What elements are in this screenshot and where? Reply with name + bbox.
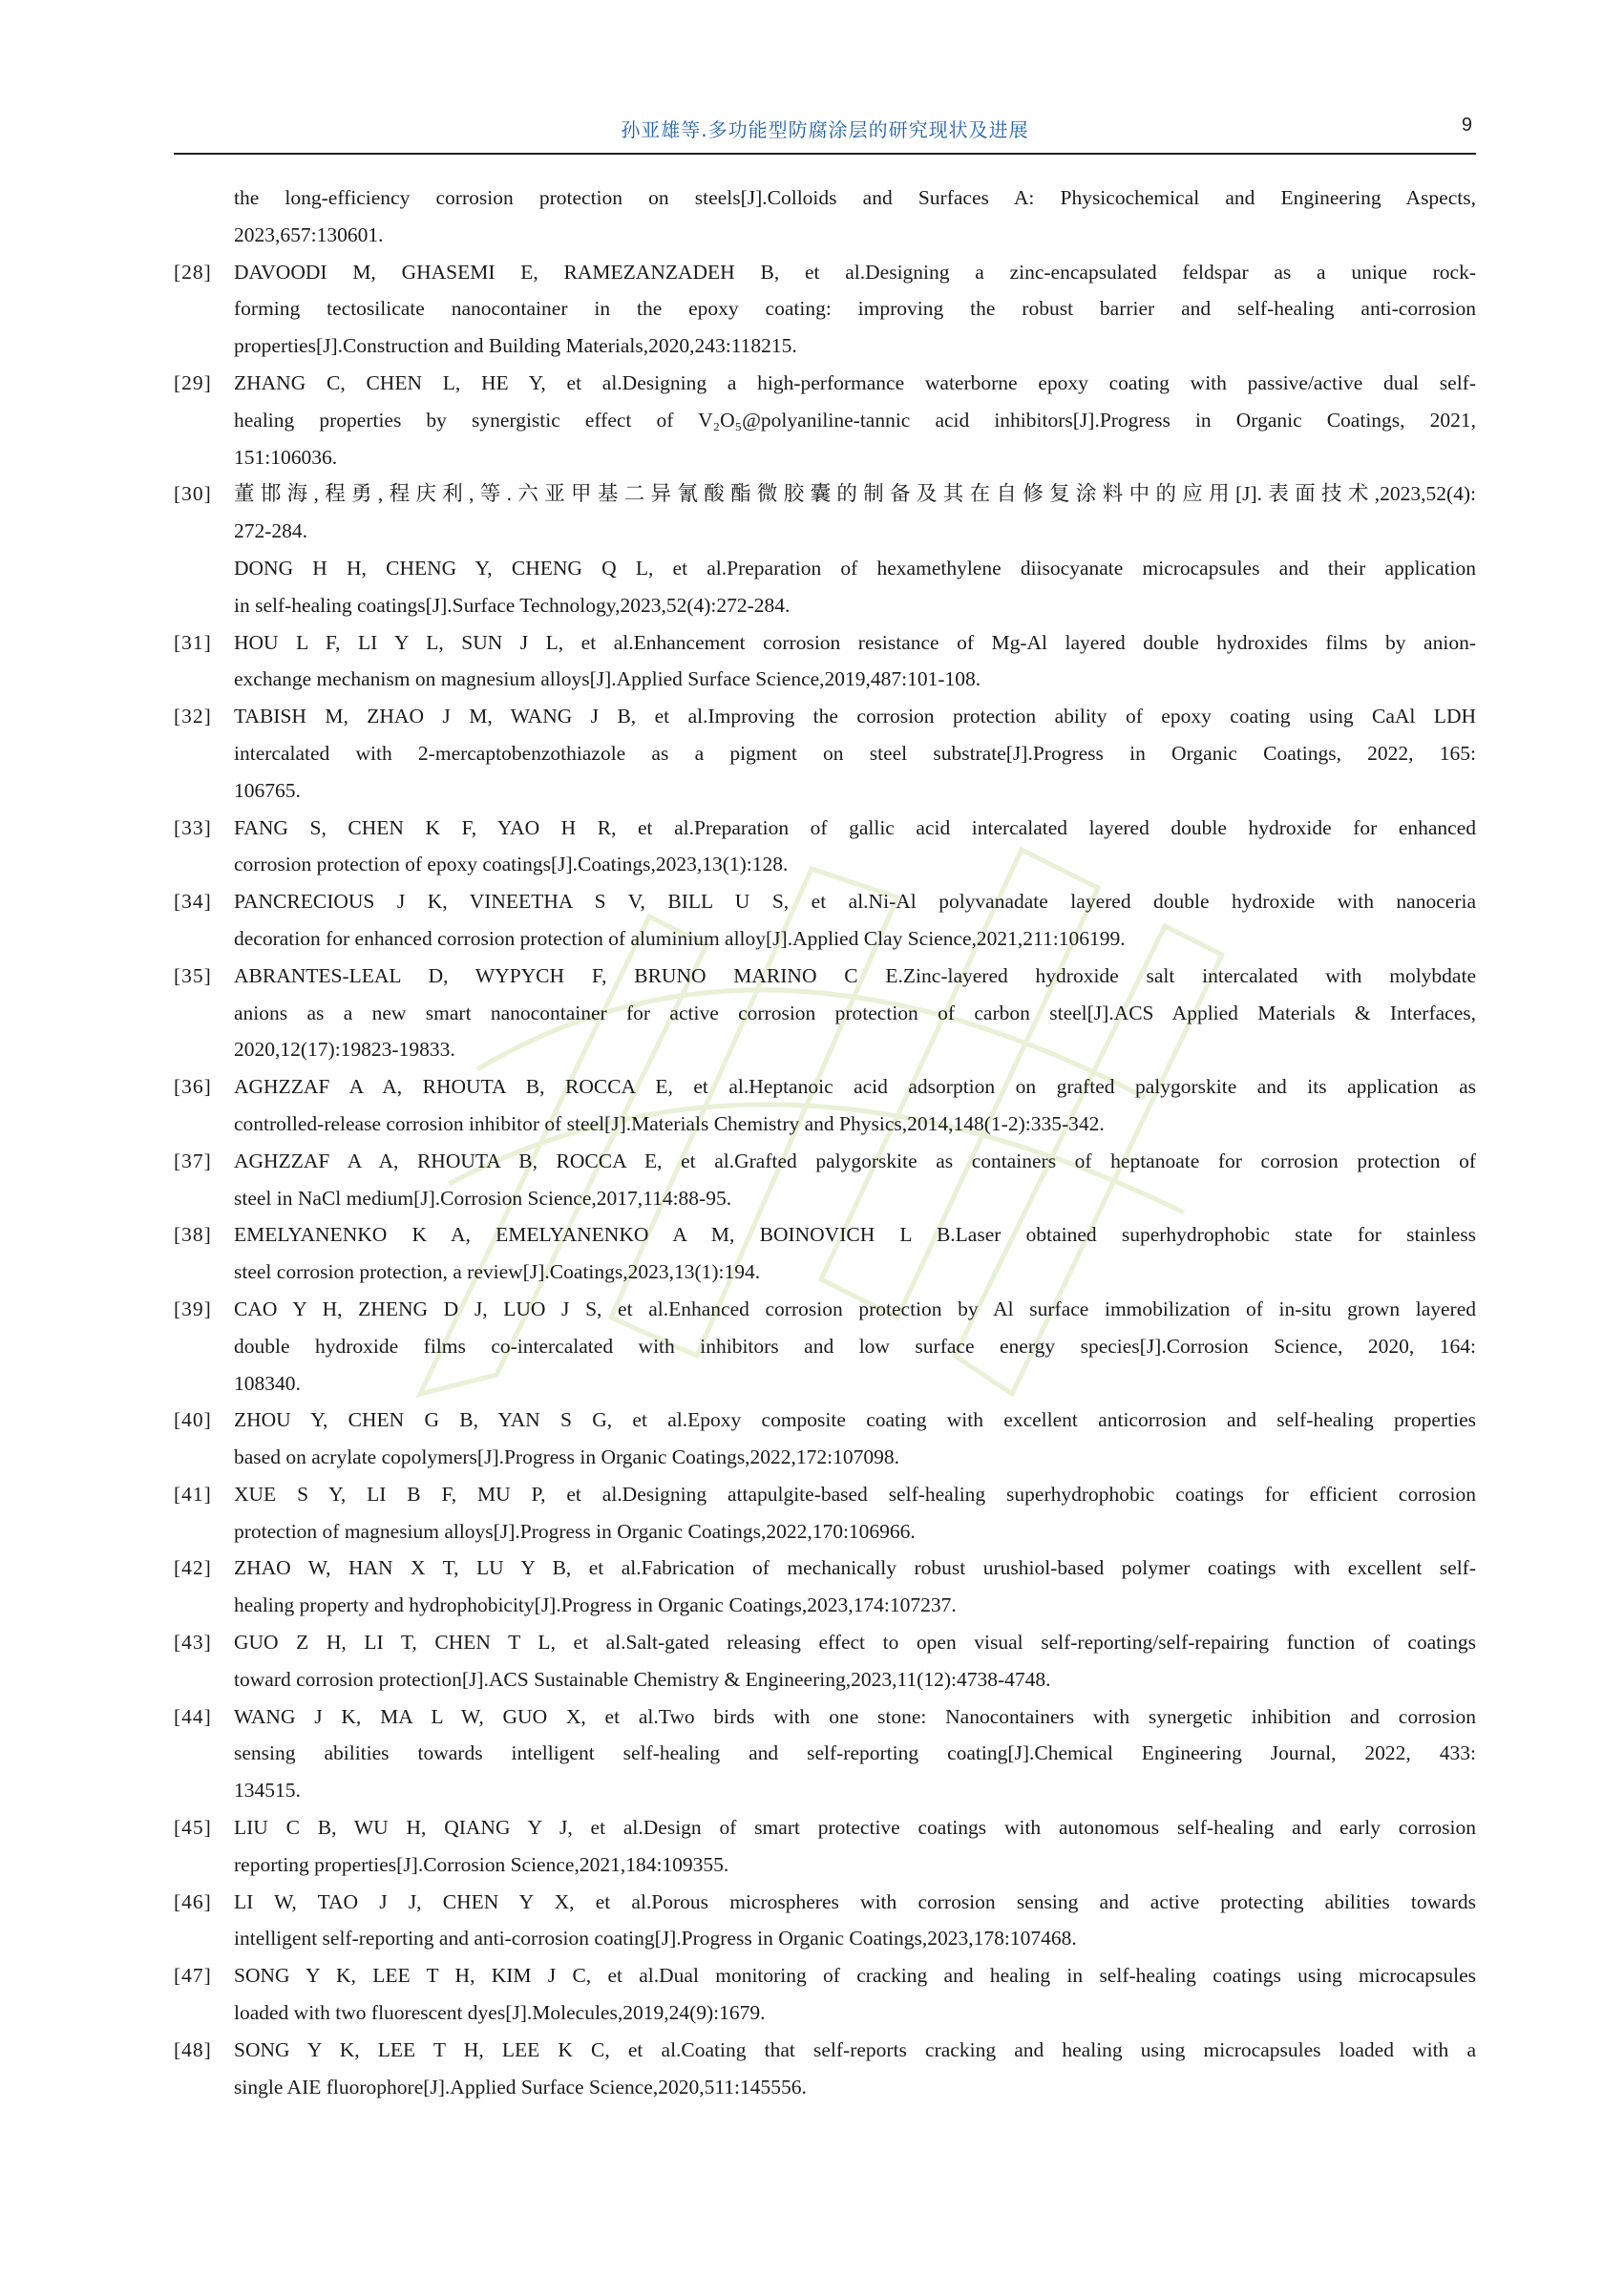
reference-number: [44] — [174, 1704, 212, 1728]
reference-line: 151:106036. — [234, 445, 338, 469]
reference-number: [33] — [174, 815, 212, 839]
reference-item — [174, 365, 1476, 475]
reference-number: [47] — [174, 1964, 212, 1988]
reference-item — [174, 810, 1476, 884]
reference-line: anions as a new smart nanocontainer for active corrosion protection of carbon steel[J].ACS Applied Materials & Interfaces, — [234, 1001, 1476, 1024]
reference-line: SONG Y K, LEE T H, KIM J C, et al.Dual monitoring of cracking and healing in self-healing coatings using microcapsules — [234, 1964, 1476, 1988]
reference-line: HOU L F, LI Y L, SUN J L, et al.Enhancement corrosion resistance of Mg-Al layered double hydroxides films by anion- — [234, 630, 1476, 654]
reference-line: single AIE fluorophore[J].Applied Surface Science,2020,511:145556. — [234, 2075, 807, 2099]
reference-number: [28] — [174, 260, 212, 284]
reference-item — [174, 958, 1476, 1068]
reference-line: 106765. — [234, 778, 301, 802]
reference-line: AGHZZAF A A, RHOUTA B, ROCCA E, et al.Heptanoic acid adsorption on grafted palygorskite and its application as — [234, 1075, 1476, 1099]
reference-line: sensing abilities towards intelligent self-healing and self-reporting coating[J].Chemical Engineering Journal, 2022, 433: — [234, 1741, 1476, 1765]
reference-line: steel corrosion protection, a review[J].Coatings,2023,13(1):194. — [234, 1260, 761, 1284]
reference-number: [34] — [174, 890, 212, 914]
reference-line: healing properties by synergistic effect of V₂O₅@polyaniline-tannic acid inhibitors[J].Progress in Organic Coatings, 2021, — [234, 408, 1476, 432]
reference-line: based on acrylate copolymers[J].Progress in Organic Coatings,2022,172:107098. — [234, 1445, 900, 1469]
reference-line: ABRANTES-LEAL D, WYPYCH F, BRUNO MARINO C E.Zinc-layered hydroxide salt intercalated with molybdate — [234, 963, 1476, 987]
reference-number: [31] — [174, 630, 212, 654]
reference-line: exchange mechanism on magnesium alloys[J].Applied Surface Science,2019,487:101-108. — [234, 667, 981, 691]
reference-number: [40] — [174, 1408, 212, 1432]
reference-item — [174, 624, 1476, 699]
reference-line: double hydroxide films co-intercalated with inhibitors and low surface energy species[J].Corrosion Science, 2020, 164: — [234, 1334, 1476, 1358]
reference-item — [174, 1698, 1476, 1809]
reference-line: TABISH M, ZHAO J M, WANG J B, et al.Improving the corrosion protection ability of epoxy coating using CaAl LDH — [234, 705, 1476, 728]
reference-item — [174, 883, 1476, 958]
reference-line: XUE S Y, LI B F, MU P, et al.Designing attapulgite-based self-healing superhydrophobic coatings for efficient corrosion — [234, 1482, 1476, 1506]
reference-line: EMELYANENKO K A, EMELYANENKO A M, BOINOVICH L B.Laser obtained superhydrophobic state for stainless — [234, 1223, 1476, 1247]
reference-line: 134515. — [234, 1779, 301, 1803]
reference-number: [45] — [174, 1816, 212, 1840]
reference-line: controlled-release corrosion inhibitor of steel[J].Materials Chemistry and Physics,2014,148(1-2):335-342. — [234, 1111, 1105, 1135]
reference-line: corrosion protection of epoxy coatings[J].Coatings,2023,13(1):128. — [234, 853, 789, 876]
reference-line: GUO Z H, LI T, CHEN T L, et al.Salt-gated releasing effect to open visual self-reporting/self-repairing function of coatings — [234, 1631, 1476, 1655]
reference-number: [37] — [174, 1149, 212, 1172]
reference-line: WANG J K, MA L W, GUO X, et al.Two birds with one stone: Nanocontainers with synergetic inhibition and corrosion — [234, 1704, 1476, 1728]
reference-item — [174, 1068, 1476, 1143]
reference-line: LI W, TAO J J, CHEN Y X, et al.Porous microspheres with corrosion sensing and active protecting abilities towards — [234, 1889, 1476, 1913]
running-title: 孙亚雄等.多功能型防腐涂层的研究现状及进展 — [621, 118, 1029, 141]
reference-line: properties[J].Construction and Building Materials,2020,243:118215. — [234, 334, 797, 358]
reference-item — [174, 1476, 1476, 1550]
reference-line: DONG H H, CHENG Y, CHENG Q L, et al.Preparation of hexamethylene diisocyanate microcapsules and their application — [234, 556, 1476, 580]
reference-line: toward corrosion protection[J].ACS Sustainable Chemistry & Engineering,2023,11(12):4738-4748. — [234, 1667, 1051, 1691]
reference-line: DAVOODI M, GHASEMI E, RAMEZANZADEH B, et al.Designing a zinc-encapsulated feldspar as a unique rock- — [234, 260, 1476, 284]
reference-number: [36] — [174, 1075, 212, 1099]
reference-line: reporting properties[J].Corrosion Science,2021,184:109355. — [234, 1852, 729, 1876]
reference-item — [174, 1624, 1476, 1698]
reference-item — [174, 698, 1476, 809]
reference-line: forming tectosilicate nanocontainer in the epoxy coating: improving the robust barrier and self-healing anti-corrosion — [234, 297, 1476, 321]
running-header — [174, 105, 1476, 155]
reference-line: CAO Y H, ZHENG D J, LUO J S, et al.Enhanced corrosion protection by Al surface immobilization of in-situ grown layered — [234, 1297, 1476, 1320]
reference-item — [174, 1291, 1476, 1402]
reference-number: [38] — [174, 1223, 212, 1247]
reference-number: [30] — [174, 482, 212, 506]
reference-number: [42] — [174, 1556, 212, 1580]
reference-line: protection of magnesium alloys[J].Progress in Organic Coatings,2022,170:106966. — [234, 1519, 916, 1543]
reference-line: ZHANG C, CHEN L, HE Y, et al.Designing a high-performance waterborne epoxy coating with passive/active dual self- — [234, 370, 1476, 394]
reference-number: [32] — [174, 705, 212, 728]
reference-item — [174, 179, 1476, 254]
reference-line: steel in NaCl medium[J].Corrosion Science,2017,114:88-95. — [234, 1186, 732, 1210]
reference-line: 2020,12(17):19823-19833. — [234, 1038, 455, 1062]
reference-list — [174, 179, 1476, 2105]
reference-line: 董邯海,程勇,程庆利,等.六亚甲基二异氰酸酯微胶囊的制备及其在自修复涂料中的应用[J].表面技术,2023,52(4): — [234, 482, 1476, 506]
reference-number: [43] — [174, 1631, 212, 1655]
reference-item — [174, 475, 1476, 623]
reference-line: AGHZZAF A A, RHOUTA B, ROCCA E, et al.Grafted palygorskite as containers of heptanoate for corrosion protection of — [234, 1149, 1476, 1172]
reference-number: [48] — [174, 2037, 212, 2061]
reference-item — [174, 1550, 1476, 1624]
reference-item — [174, 1143, 1476, 1217]
reference-line: 2023,657:130601. — [234, 222, 384, 246]
reference-line: the long-efficiency corrosion protection on steels[J].Colloids and Surfaces A: Physicochemical and Engineering Aspects, — [234, 186, 1476, 209]
reference-number: [35] — [174, 963, 212, 987]
reference-line: SONG Y K, LEE T H, LEE K C, et al.Coating that self-reports cracking and healing using microcapsules loaded with a — [234, 2037, 1476, 2061]
reference-line: decoration for enhanced corrosion protection of aluminium alloy[J].Applied Clay Science,2021,211:106199. — [234, 926, 1126, 950]
reference-item — [174, 1402, 1476, 1476]
reference-line: 272-284. — [234, 519, 308, 543]
reference-item — [174, 1957, 1476, 2032]
reference-line: intercalated with 2-mercaptobenzothiazole as a pigment on steel substrate[J].Progress in Organic Coatings, 2022, 165: — [234, 741, 1476, 765]
reference-item — [174, 2032, 1476, 2106]
reference-item — [174, 1809, 1476, 1884]
reference-line: FANG S, CHEN K F, YAO H R, et al.Preparation of gallic acid intercalated layered double hydroxide for enhanced — [234, 815, 1476, 839]
reference-line: intelligent self-reporting and anti-corrosion coating[J].Progress in Organic Coatings,2023,178:107468. — [234, 1927, 1077, 1951]
reference-number: [46] — [174, 1889, 212, 1913]
reference-line: loaded with two fluorescent dyes[J].Molecules,2019,24(9):1679. — [234, 2001, 766, 2025]
reference-number: [39] — [174, 1297, 212, 1320]
reference-item — [174, 1216, 1476, 1291]
reference-line: ZHAO W, HAN X T, LU Y B, et al.Fabrication of mechanically robust urushiol-based polymer coatings with excellent self- — [234, 1556, 1476, 1580]
reference-number: [41] — [174, 1482, 212, 1506]
reference-item — [174, 1884, 1476, 1958]
reference-line: 108340. — [234, 1371, 301, 1395]
reference-line: ZHOU Y, CHEN G B, YAN S G, et al.Epoxy composite coating with excellent anticorrosion and self-healing properties — [234, 1408, 1476, 1432]
reference-line: healing property and hydrophobicity[J].Progress in Organic Coatings,2023,174:107237. — [234, 1593, 957, 1617]
reference-line: LIU C B, WU H, QIANG Y J, et al.Design of smart protective coatings with autonomous self-healing and early corrosion — [234, 1816, 1476, 1840]
reference-number: [29] — [174, 370, 212, 394]
reference-line: in self-healing coatings[J].Surface Technology,2023,52(4):272-284. — [234, 593, 791, 617]
reference-item — [174, 254, 1476, 365]
reference-line: PANCRECIOUS J K, VINEETHA S V, BILL U S, et al.Ni-Al polyvanadate layered double hydroxide with nanoceria — [234, 890, 1476, 914]
page-number: 9 — [1461, 115, 1472, 136]
